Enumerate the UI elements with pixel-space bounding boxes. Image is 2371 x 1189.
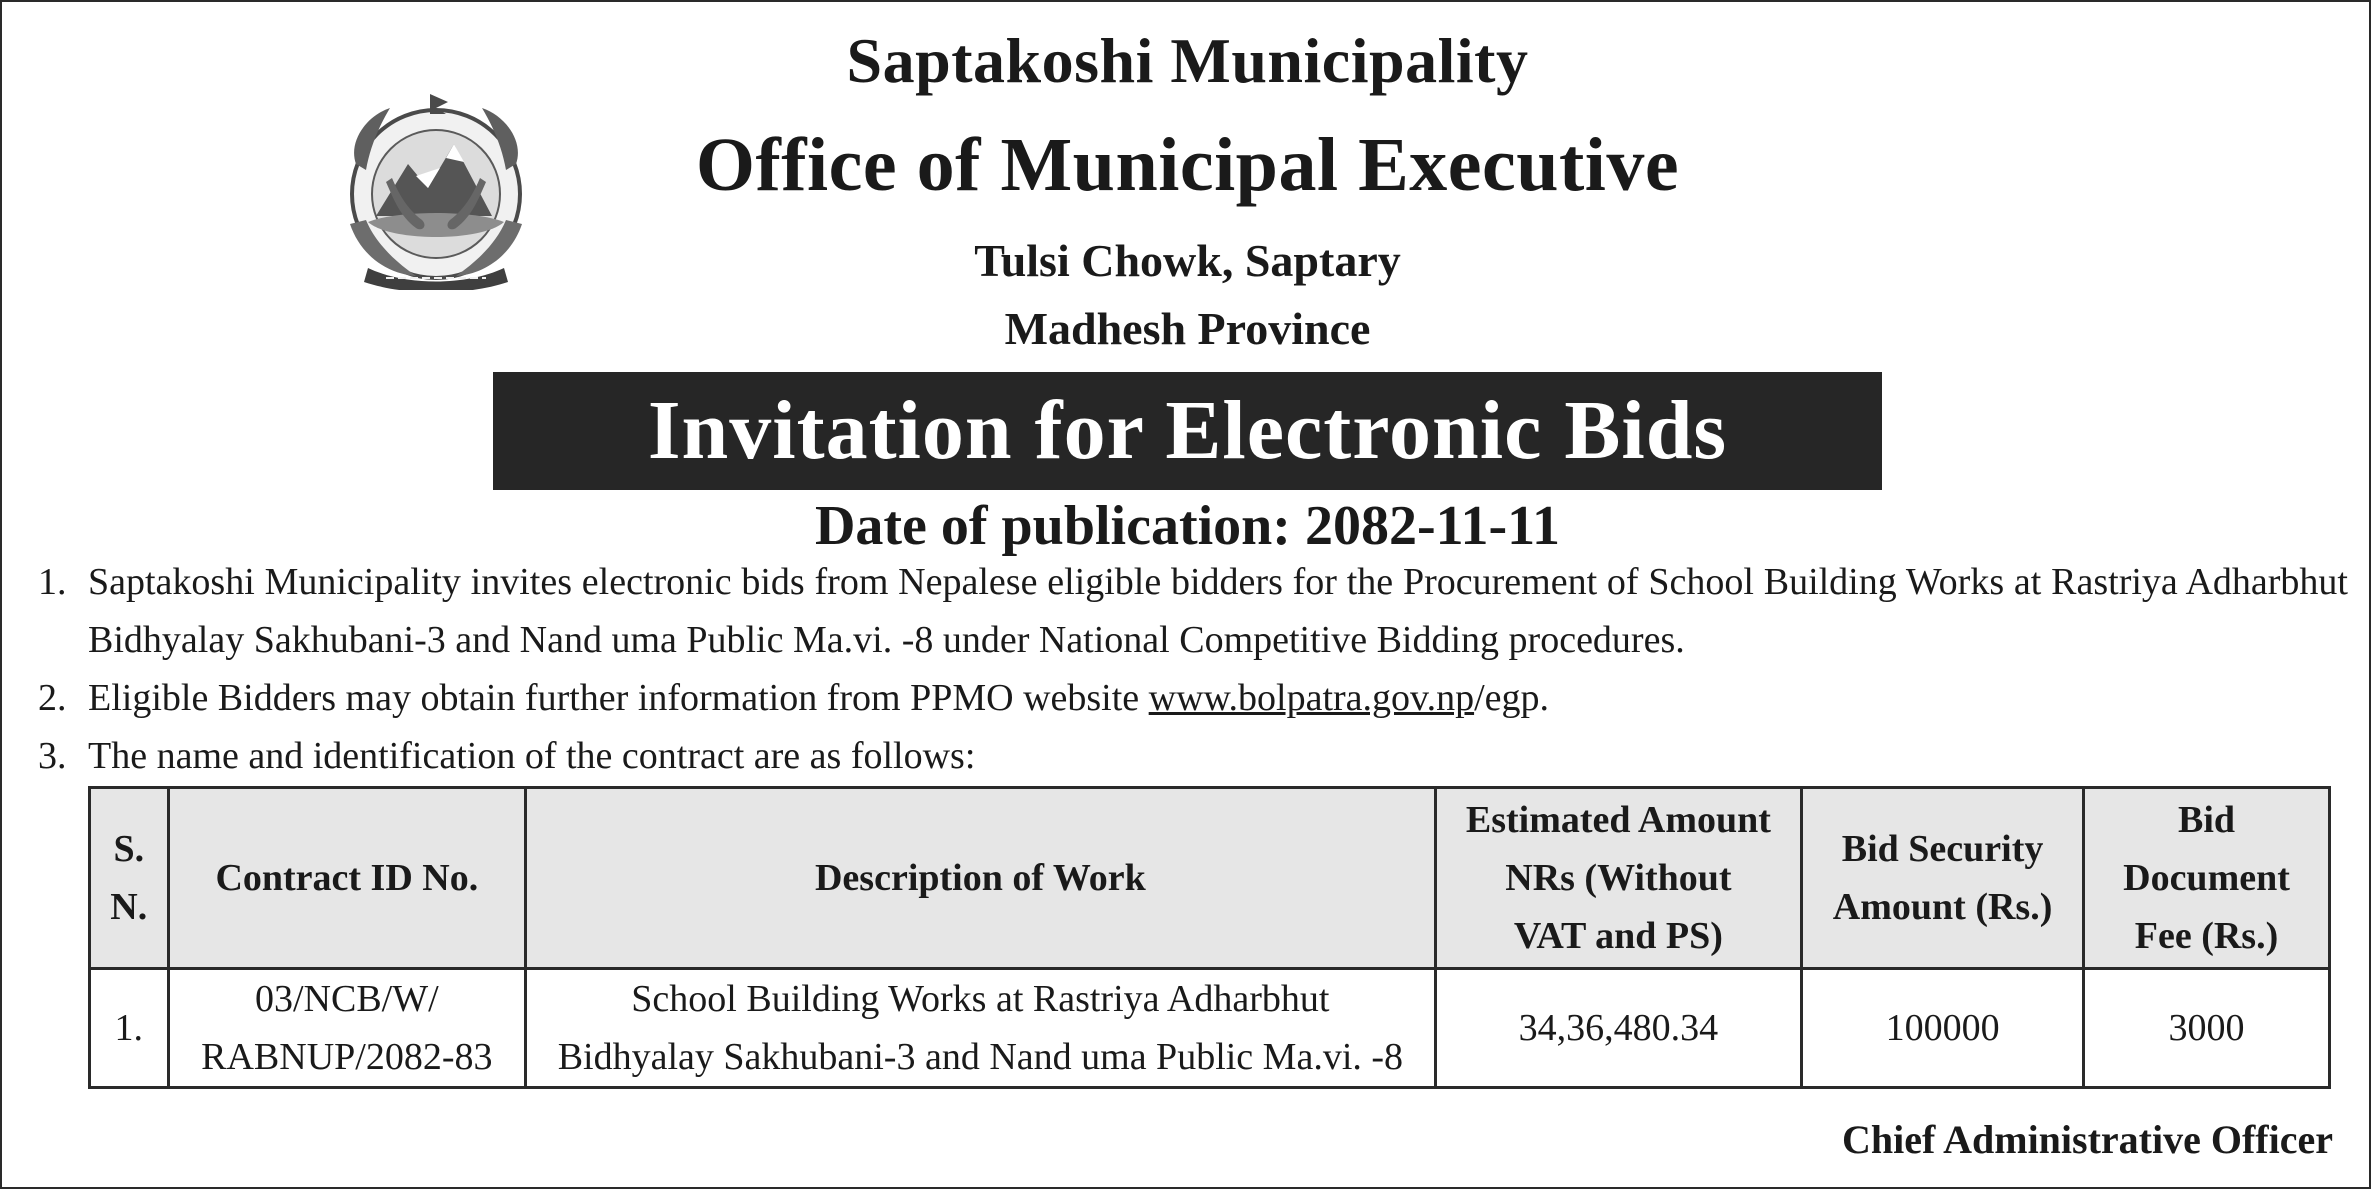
paragraph-text: The name and identification of the contract are as follows: (88, 735, 976, 777)
header-estimated-amount-line-2: NRs (Without (1505, 857, 1732, 899)
table-row (90, 969, 2330, 1088)
paragraph-text-after-link: /egp. (1474, 677, 1550, 719)
paragraph-1 (38, 553, 2348, 669)
header-estimated-amount-line-3: VAT and PS) (1513, 915, 1723, 957)
header-estimated-amount-line-1: Estimated Amount (1465, 799, 1771, 841)
province-name: Madhesh Province (1004, 303, 1371, 354)
paragraph-text-before-link: Eligible Bidders may obtain further information from PPMO website (88, 677, 1149, 719)
cell-contract-id-line-2: RABNUP/2082-83 (201, 1036, 493, 1078)
cell-bid-security: 100000 (1802, 969, 2084, 1088)
paragraph-number: 1. (38, 561, 67, 603)
office-address: Tulsi Chowk, Saptary (974, 235, 1401, 286)
header-sn-line-1: S. (113, 828, 145, 870)
ppmo-website-link[interactable]: www.bolpatra.gov.np (1148, 677, 1475, 719)
publication-date: Date of publication: 2082-11-11 (814, 495, 1561, 557)
paragraph-text: Saptakoshi Municipality invites electronic bids from Nepalese eligible bidders for the Procurement of School Building Works at Rastriya Adharbhut Bidhyalay Sakhubani-3 and Nand uma Public Ma.vi. -8 under National Competitive Bidding procedures. (88, 561, 2348, 661)
contract-table (88, 786, 2331, 1089)
header-bid-security (1802, 788, 2084, 969)
header-document-fee-line-3: Fee (Rs.) (2134, 915, 2279, 957)
cell-description (526, 969, 1436, 1088)
header-sn-line-2: N. (110, 886, 148, 928)
paragraph-2 (38, 669, 2348, 727)
cell-contract-id (168, 969, 526, 1088)
signature-title: Chief Administrative Officer (1842, 1117, 2333, 1162)
header-contract-id: Contract ID No. (168, 788, 526, 969)
municipality-name: Saptakoshi Municipality (846, 25, 1529, 96)
header-estimated-amount (1435, 788, 1802, 969)
cell-description-line-2: Bidhyalay Sakhubani-3 and Nand uma Public Ma.vi. -8 (557, 1036, 1404, 1078)
header-document-fee-line-1: Bid (2177, 799, 2236, 841)
header-document-fee-line-2: Document (2123, 857, 2290, 899)
cell-description-line-1: School Building Works at Rastriya Adharbhut (631, 978, 1330, 1020)
cell-document-fee: 3000 (2084, 969, 2330, 1088)
paragraph-text (88, 669, 2348, 727)
header-description: Description of Work (526, 788, 1436, 969)
header-sn (90, 788, 169, 969)
cell-contract-id-line-1: 03/NCB/W/ (254, 978, 439, 1020)
notice-body (38, 553, 2348, 785)
cell-sn: 1. (90, 969, 169, 1088)
notice-title: Invitation for Electronic Bids (493, 372, 1882, 490)
header-bid-security-line-1: Bid Security (1841, 828, 2044, 870)
paragraph-3 (38, 727, 2348, 785)
office-name: Office of Municipal Executive (695, 123, 1680, 207)
header-document-fee (2084, 788, 2330, 969)
paragraph-number: 2. (38, 677, 67, 719)
header-bid-security-line-2: Amount (Rs.) (1832, 886, 2053, 928)
table-header-row (90, 788, 2330, 969)
paragraph-number: 3. (38, 735, 67, 777)
cell-estimated-amount: 34,36,480.34 (1435, 969, 1802, 1088)
